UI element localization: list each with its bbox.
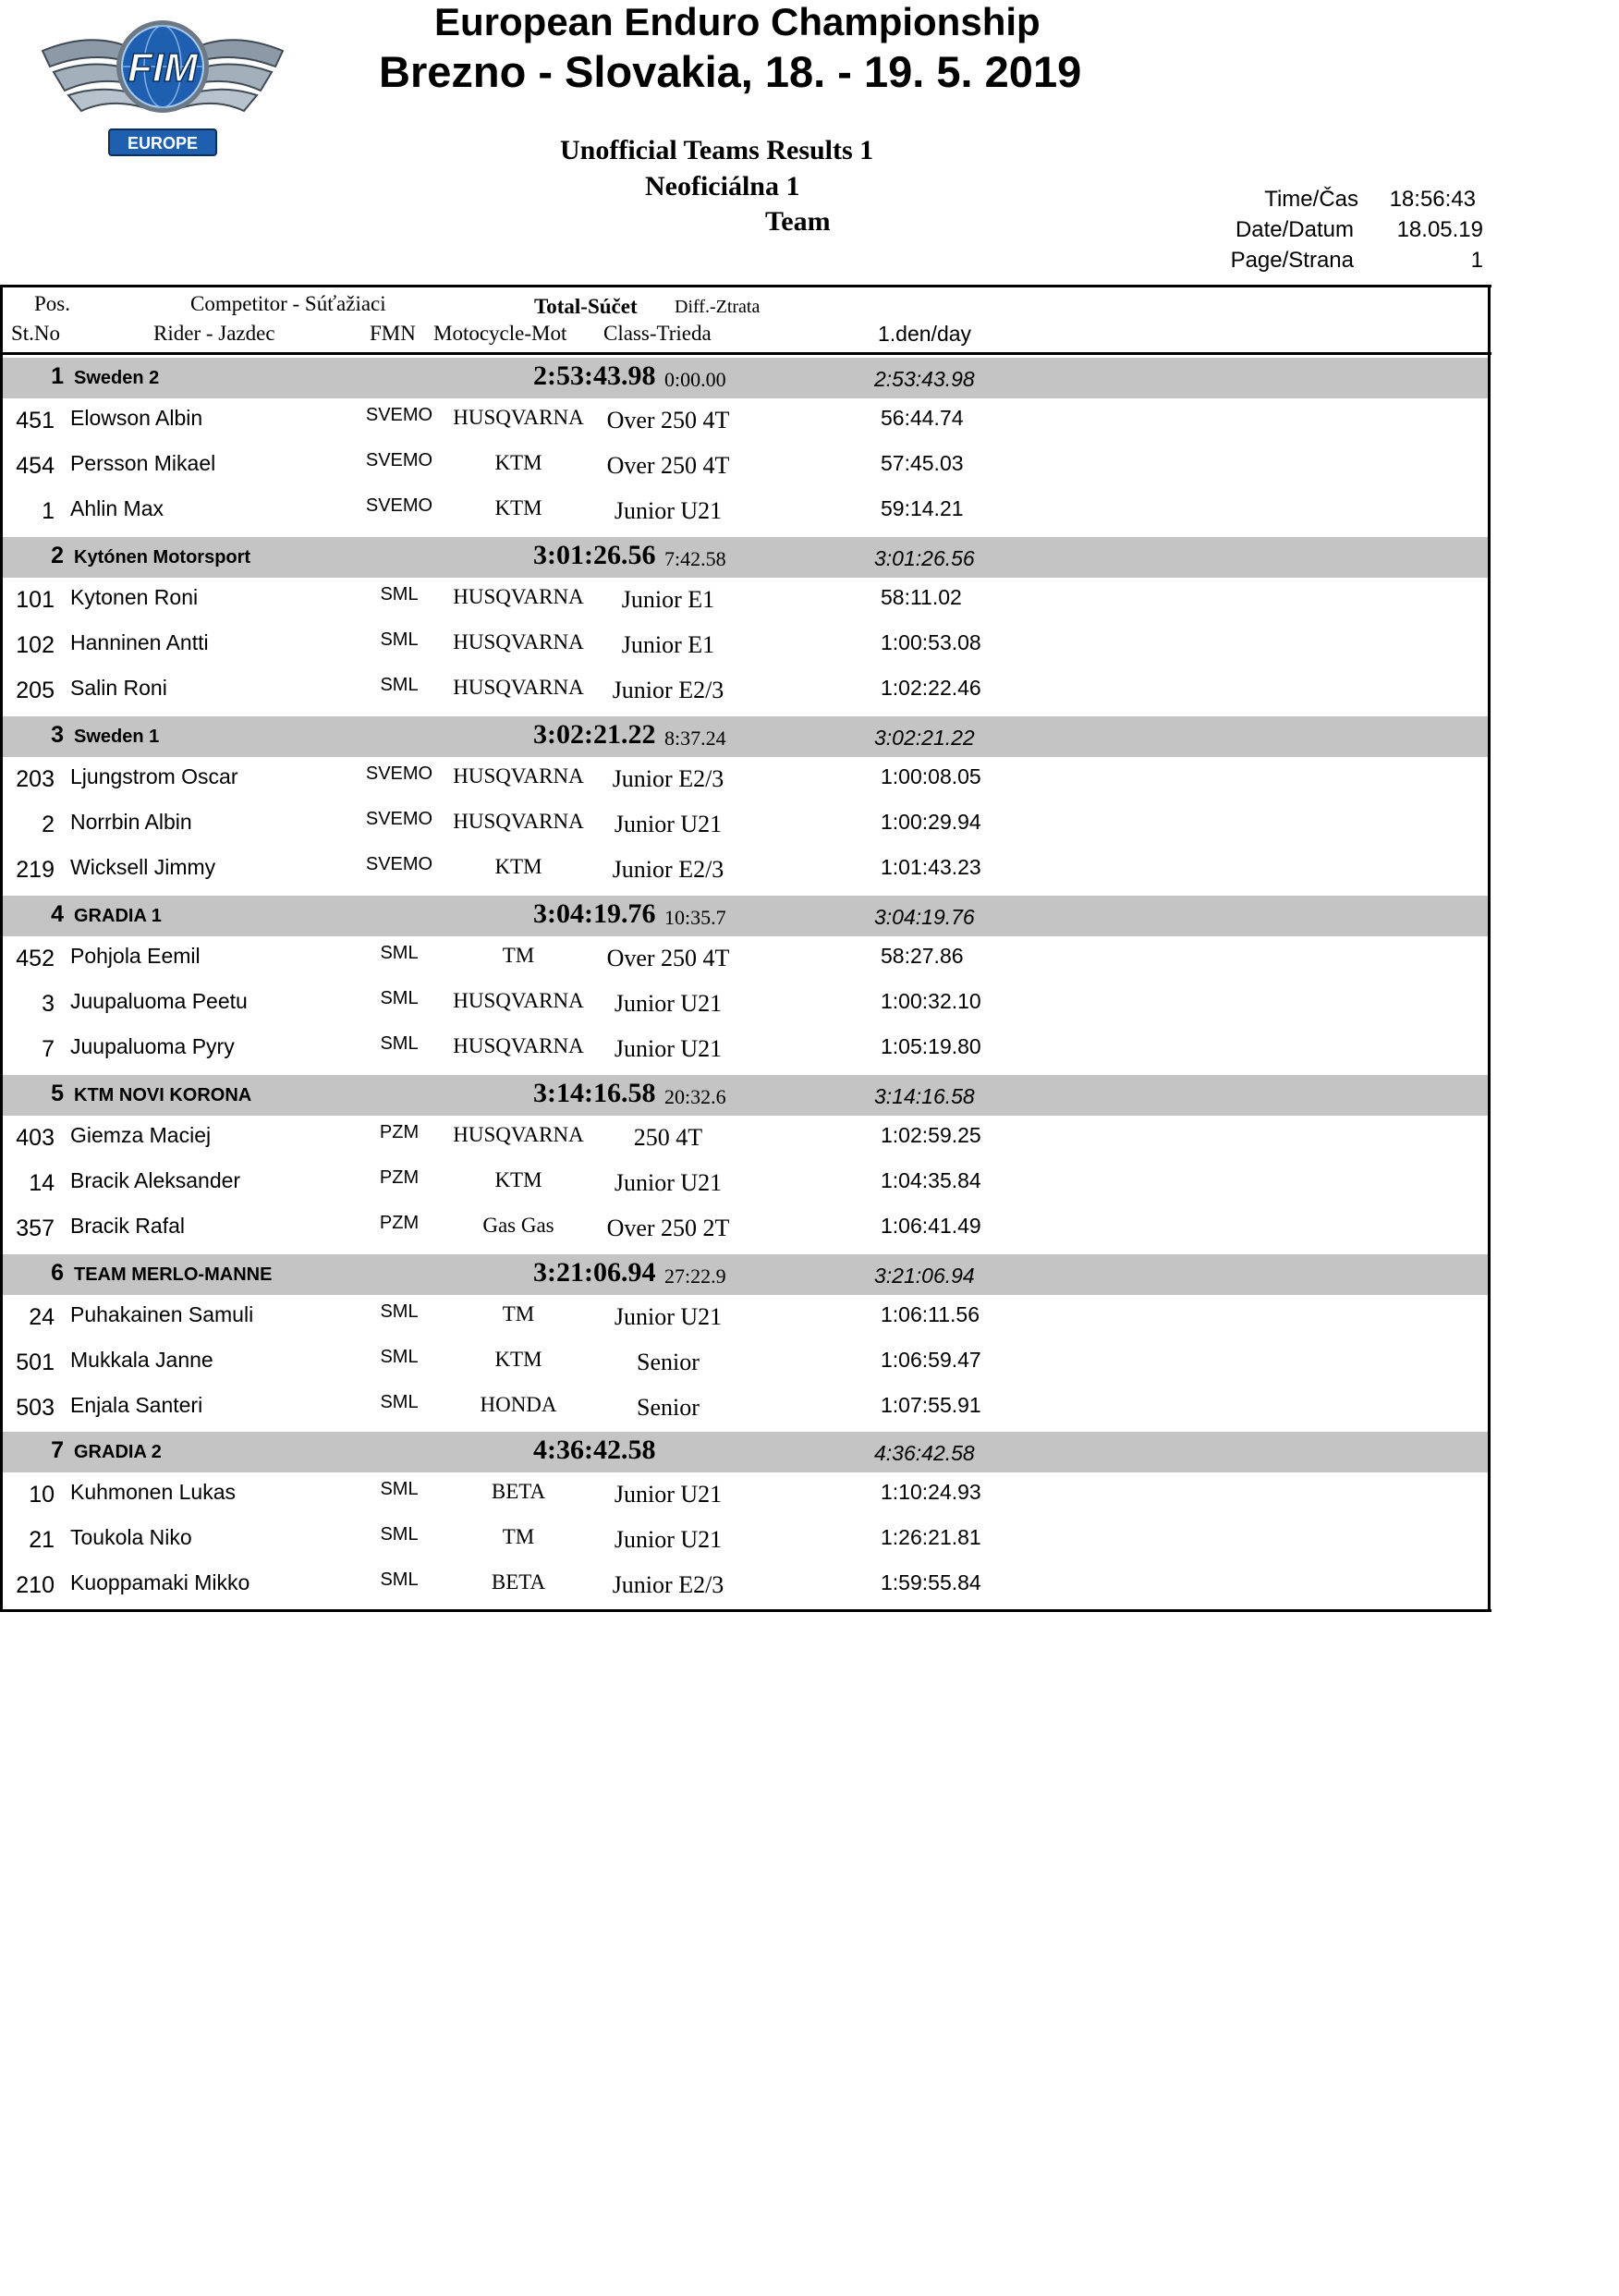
- rider-start-number: 14: [29, 1170, 55, 1196]
- rider-row: [3, 398, 1488, 444]
- table-header-divider: [0, 352, 1491, 355]
- rider-motorcycle: Gas Gas: [482, 1214, 554, 1237]
- rider-day-time: 1:59:55.84: [881, 1570, 981, 1594]
- rider-row: [3, 848, 1488, 893]
- time-label: Time/Čas: [1264, 187, 1358, 212]
- team-total-time: 3:01:26.56: [533, 540, 656, 570]
- rider-class: Over 250 4T: [606, 407, 730, 434]
- rider-row: [3, 1563, 1488, 1608]
- rider-motorcycle: HUSQVARNA: [453, 1034, 584, 1057]
- team-block: [3, 1254, 1488, 1434]
- rider-fmn: SML: [380, 1347, 419, 1367]
- rider-fmn: SML: [380, 1524, 419, 1545]
- col-total: Total-Súčet: [534, 295, 638, 318]
- team-block: [3, 716, 1488, 896]
- rider-day-time: 1:00:08.05: [881, 764, 981, 788]
- col-rider: Rider - Jazdec: [153, 322, 275, 345]
- rider-row: [3, 1295, 1488, 1340]
- team-total-time: 2:53:43.98: [533, 360, 656, 391]
- rider-class: Junior U21: [614, 1169, 723, 1196]
- rider-day-time: 1:06:59.47: [881, 1348, 981, 1372]
- team-block: [3, 1432, 1488, 1611]
- team-position: 2: [51, 543, 64, 568]
- rider-name: Ljungstrom Oscar: [70, 764, 238, 788]
- rider-start-number: 3: [42, 991, 55, 1017]
- rider-start-number: 24: [29, 1304, 55, 1330]
- rider-motorcycle: KTM: [494, 855, 542, 878]
- rider-start-number: 10: [29, 1482, 55, 1508]
- rider-start-number: 21: [29, 1527, 55, 1553]
- rider-name: Hanninen Antti: [70, 630, 209, 654]
- rider-fmn: PZM: [379, 1167, 420, 1188]
- rider-fmn: SML: [380, 1301, 419, 1322]
- rider-start-number: 102: [16, 632, 55, 658]
- team-name: KTM NOVI KORONA: [74, 1085, 252, 1105]
- team-diff: 27:22.9: [664, 1264, 726, 1288]
- table-border-top: [0, 285, 1491, 287]
- rider-name: Elowson Albin: [70, 406, 203, 430]
- rider-name: Pohjola Eemil: [70, 944, 201, 968]
- rider-day-time: 1:05:19.80: [881, 1034, 981, 1058]
- rider-row: [3, 1386, 1488, 1431]
- rider-start-number: 403: [16, 1125, 55, 1151]
- team-name: TEAM MERLO-MANNE: [74, 1264, 273, 1285]
- rider-motorcycle: BETA: [491, 1570, 546, 1594]
- rider-name: Juupaluoma Pyry: [70, 1034, 235, 1058]
- rider-class: Junior U21: [614, 1481, 723, 1508]
- rider-name: Mukkala Janne: [70, 1348, 213, 1372]
- team-diff: 10:35.7: [664, 906, 726, 929]
- team-block: [3, 358, 1488, 537]
- rider-row: [3, 936, 1488, 982]
- rider-name: Juupaluoma Peetu: [70, 989, 248, 1013]
- svg-text:FIM: FIM: [128, 45, 198, 91]
- rider-fmn: SML: [380, 943, 419, 963]
- team-header-row: [3, 358, 1488, 398]
- rider-motorcycle: HUSQVARNA: [453, 406, 584, 429]
- rider-day-time: 1:00:32.10: [881, 989, 981, 1013]
- rider-day-time: 56:44.74: [881, 406, 964, 430]
- event-title: European Enduro Championship: [434, 0, 1041, 43]
- rider-start-number: 2: [42, 812, 55, 837]
- rider-class: Junior E1: [621, 586, 715, 613]
- rider-fmn: PZM: [379, 1213, 420, 1233]
- rider-fmn: SML: [380, 1569, 419, 1590]
- team-position: 3: [51, 722, 64, 748]
- rider-motorcycle: TM: [502, 1302, 535, 1325]
- team-block: [3, 537, 1488, 716]
- rider-name: Puhakainen Samuli: [70, 1302, 254, 1326]
- team-total-time: 3:02:21.22: [533, 719, 656, 750]
- team-position: 4: [51, 901, 64, 927]
- rider-class: Junior U21: [614, 1303, 723, 1330]
- team-day-time: 3:14:16.58: [874, 1084, 975, 1108]
- team-block: [3, 1075, 1488, 1254]
- rider-day-time: 1:01:43.23: [881, 855, 981, 879]
- rider-row: [3, 802, 1488, 848]
- date-value: 18.05.19: [1396, 217, 1483, 242]
- rider-fmn: SML: [380, 1033, 419, 1054]
- rider-start-number: 7: [42, 1036, 55, 1062]
- rider-day-time: 1:06:41.49: [881, 1214, 981, 1238]
- rider-motorcycle: HUSQVARNA: [453, 989, 584, 1012]
- rider-day-time: 1:00:53.08: [881, 630, 981, 654]
- team-total-time: 3:14:16.58: [533, 1078, 656, 1108]
- team-diff: 7:42.58: [664, 547, 726, 570]
- team-block: [3, 896, 1488, 1075]
- rider-day-time: 59:14.21: [881, 496, 964, 520]
- rider-start-number: 101: [16, 587, 55, 613]
- col-day: 1.den/day: [878, 322, 972, 346]
- rider-fmn: SML: [380, 584, 419, 605]
- rider-motorcycle: HUSQVARNA: [453, 810, 584, 833]
- rider-day-time: 1:04:35.84: [881, 1168, 981, 1192]
- rider-start-number: 454: [16, 453, 55, 479]
- rider-day-time: 57:45.03: [881, 451, 964, 475]
- rider-fmn: SML: [380, 675, 419, 695]
- rider-start-number: 357: [16, 1215, 55, 1241]
- rider-name: Enjala Santeri: [70, 1393, 203, 1417]
- rider-class: Junior E2/3: [612, 856, 724, 883]
- page-value: 1: [1470, 248, 1483, 273]
- rider-start-number: 501: [16, 1350, 55, 1375]
- rider-class: Over 250 4T: [606, 452, 730, 479]
- rider-motorcycle: HUSQVARNA: [453, 764, 584, 788]
- col-stno: St.No: [11, 322, 61, 345]
- rider-class: Junior U21: [614, 497, 723, 524]
- document-title: Unofficial Teams Results 1: [560, 135, 874, 165]
- rider-motorcycle: BETA: [491, 1480, 546, 1503]
- rider-class: Senior: [637, 1349, 700, 1375]
- rider-day-time: 1:26:21.81: [881, 1525, 981, 1549]
- rider-row: [3, 668, 1488, 714]
- rider-fmn: PZM: [379, 1122, 420, 1142]
- team-day-time: 4:36:42.58: [874, 1441, 975, 1465]
- rider-name: Bracik Rafal: [70, 1214, 185, 1238]
- rider-row: [3, 489, 1488, 534]
- team-name: GRADIA 2: [74, 1442, 162, 1462]
- rider-start-number: 451: [16, 408, 55, 434]
- team-header-row: [3, 716, 1488, 757]
- rider-name: Persson Mikael: [70, 451, 216, 475]
- rider-day-time: 1:06:11.56: [881, 1302, 980, 1326]
- rider-name: Giemza Maciej: [70, 1123, 212, 1147]
- rider-motorcycle: KTM: [494, 451, 542, 474]
- rider-class: Junior E1: [621, 631, 715, 658]
- rider-motorcycle: TM: [502, 1525, 535, 1548]
- team-position: 6: [51, 1260, 64, 1286]
- rider-fmn: SML: [380, 629, 419, 650]
- team-position: 7: [51, 1437, 64, 1463]
- rider-day-time: 58:27.86: [881, 944, 964, 968]
- rider-day-time: 1:02:59.25: [881, 1123, 981, 1147]
- time-value: 18:56:43: [1389, 187, 1476, 212]
- rider-class: Junior E2/3: [612, 677, 724, 703]
- rider-class: 250 4T: [633, 1124, 703, 1151]
- col-diff: Diff.-Ztrata: [675, 297, 761, 317]
- rider-fmn: SVEMO: [365, 809, 433, 829]
- rider-class: Over 250 4T: [606, 945, 730, 971]
- svg-text:EUROPE: EUROPE: [127, 134, 199, 153]
- rider-fmn: SVEMO: [365, 854, 433, 874]
- rider-fmn: SML: [380, 1479, 419, 1499]
- col-pos: Pos.: [34, 292, 70, 315]
- rider-class: Junior U21: [614, 811, 723, 837]
- rider-motorcycle: HUSQVARNA: [453, 676, 584, 699]
- team-diff: 8:37.24: [664, 727, 726, 750]
- rider-name: Kuoppamaki Mikko: [70, 1570, 250, 1594]
- rider-start-number: 210: [16, 1572, 55, 1598]
- rider-motorcycle: HUSQVARNA: [453, 1123, 584, 1146]
- rider-class: Junior U21: [614, 1526, 723, 1553]
- rider-fmn: SVEMO: [365, 405, 433, 425]
- team-header-row: [3, 1432, 1488, 1472]
- rider-class: Junior U21: [614, 990, 723, 1017]
- team-day-time: 3:04:19.76: [874, 905, 975, 929]
- rider-start-number: 503: [16, 1395, 55, 1421]
- team-header-row: [3, 896, 1488, 936]
- rider-start-number: 203: [16, 766, 55, 792]
- rider-start-number: 1: [42, 498, 55, 524]
- team-diff: 0:00.00: [664, 368, 726, 391]
- rider-name: Bracik Aleksander: [70, 1168, 241, 1192]
- team-total-time: 3:21:06.94: [533, 1257, 656, 1288]
- rider-start-number: 452: [16, 946, 55, 971]
- event-subtitle: Brezno - Slovakia, 18. - 19. 5. 2019: [379, 47, 1082, 96]
- rider-row: [3, 1161, 1488, 1206]
- col-class: Class-Trieda: [603, 322, 712, 345]
- team-name: GRADIA 1: [74, 906, 162, 926]
- rider-name: Salin Roni: [70, 676, 167, 700]
- table-border-right: [1488, 285, 1491, 1612]
- rider-name: Kuhmonen Lukas: [70, 1480, 237, 1504]
- rider-start-number: 205: [16, 678, 55, 703]
- rider-row: [3, 578, 1488, 623]
- rider-class: Over 250 2T: [606, 1215, 730, 1241]
- rider-name: Ahlin Max: [70, 496, 164, 520]
- rider-class: Junior U21: [614, 1035, 723, 1062]
- rider-class: Junior E2/3: [612, 1571, 724, 1598]
- rider-motorcycle: HUSQVARNA: [453, 585, 584, 608]
- rider-fmn: SML: [380, 1392, 419, 1412]
- rider-motorcycle: KTM: [494, 1168, 542, 1191]
- rider-row: [3, 757, 1488, 802]
- rider-row: [3, 1116, 1488, 1161]
- rider-row: [3, 1518, 1488, 1563]
- rider-row: [3, 1472, 1488, 1518]
- team-position: 5: [51, 1081, 64, 1106]
- rider-row: [3, 1206, 1488, 1252]
- fim-europe-logo: [33, 0, 292, 162]
- rider-motorcycle: KTM: [494, 1348, 542, 1371]
- team-name: Sweden 2: [74, 368, 160, 388]
- rider-day-time: 58:11.02: [881, 585, 962, 609]
- rider-row: [3, 623, 1488, 668]
- col-competitor: Competitor - Súťažiaci: [190, 292, 386, 315]
- team-position: 1: [51, 363, 64, 389]
- rider-day-time: 1:07:55.91: [881, 1393, 981, 1417]
- rider-name: Norrbin Albin: [70, 810, 192, 834]
- team-name: Kytónen Motorsport: [74, 547, 251, 568]
- date-label: Date/Datum: [1235, 217, 1354, 242]
- team-day-time: 3:01:26.56: [874, 546, 975, 570]
- team-day-time: 3:02:21.22: [874, 726, 975, 750]
- rider-row: [3, 982, 1488, 1027]
- rider-motorcycle: HONDA: [480, 1393, 557, 1416]
- rider-row: [3, 1340, 1488, 1386]
- col-fmn: FMN: [370, 322, 416, 345]
- rider-name: Kytonen Roni: [70, 585, 199, 609]
- rider-class: Senior: [637, 1394, 700, 1421]
- document-class: Team: [765, 206, 831, 237]
- rider-fmn: SVEMO: [365, 450, 433, 470]
- rider-row: [3, 1027, 1488, 1072]
- rider-fmn: SVEMO: [365, 495, 433, 516]
- team-day-time: 2:53:43.98: [874, 367, 975, 391]
- rider-motorcycle: KTM: [494, 496, 542, 519]
- team-total-time: 4:36:42.58: [533, 1435, 656, 1465]
- team-diff: 20:32.6: [664, 1085, 726, 1108]
- rider-day-time: 1:10:24.93: [881, 1480, 981, 1504]
- team-day-time: 3:21:06.94: [874, 1264, 975, 1288]
- rider-motorcycle: TM: [502, 944, 535, 967]
- rider-name: Wicksell Jimmy: [70, 855, 216, 879]
- rider-class: Junior E2/3: [612, 765, 724, 792]
- rider-start-number: 219: [16, 857, 55, 883]
- rider-fmn: SML: [380, 988, 419, 1008]
- rider-day-time: 1:02:22.46: [881, 676, 981, 700]
- page-label: Page/Strana: [1230, 248, 1354, 273]
- rider-fmn: SVEMO: [365, 763, 433, 784]
- rider-day-time: 1:00:29.94: [881, 810, 981, 834]
- team-total-time: 3:04:19.76: [533, 898, 656, 929]
- rider-row: [3, 444, 1488, 489]
- rider-motorcycle: HUSQVARNA: [453, 630, 584, 653]
- document-subtitle: Neoficiálna 1: [645, 171, 800, 202]
- team-name: Sweden 1: [74, 727, 160, 747]
- col-motocycle: Motocycle-Mot: [433, 322, 567, 345]
- rider-name: Toukola Niko: [70, 1525, 192, 1549]
